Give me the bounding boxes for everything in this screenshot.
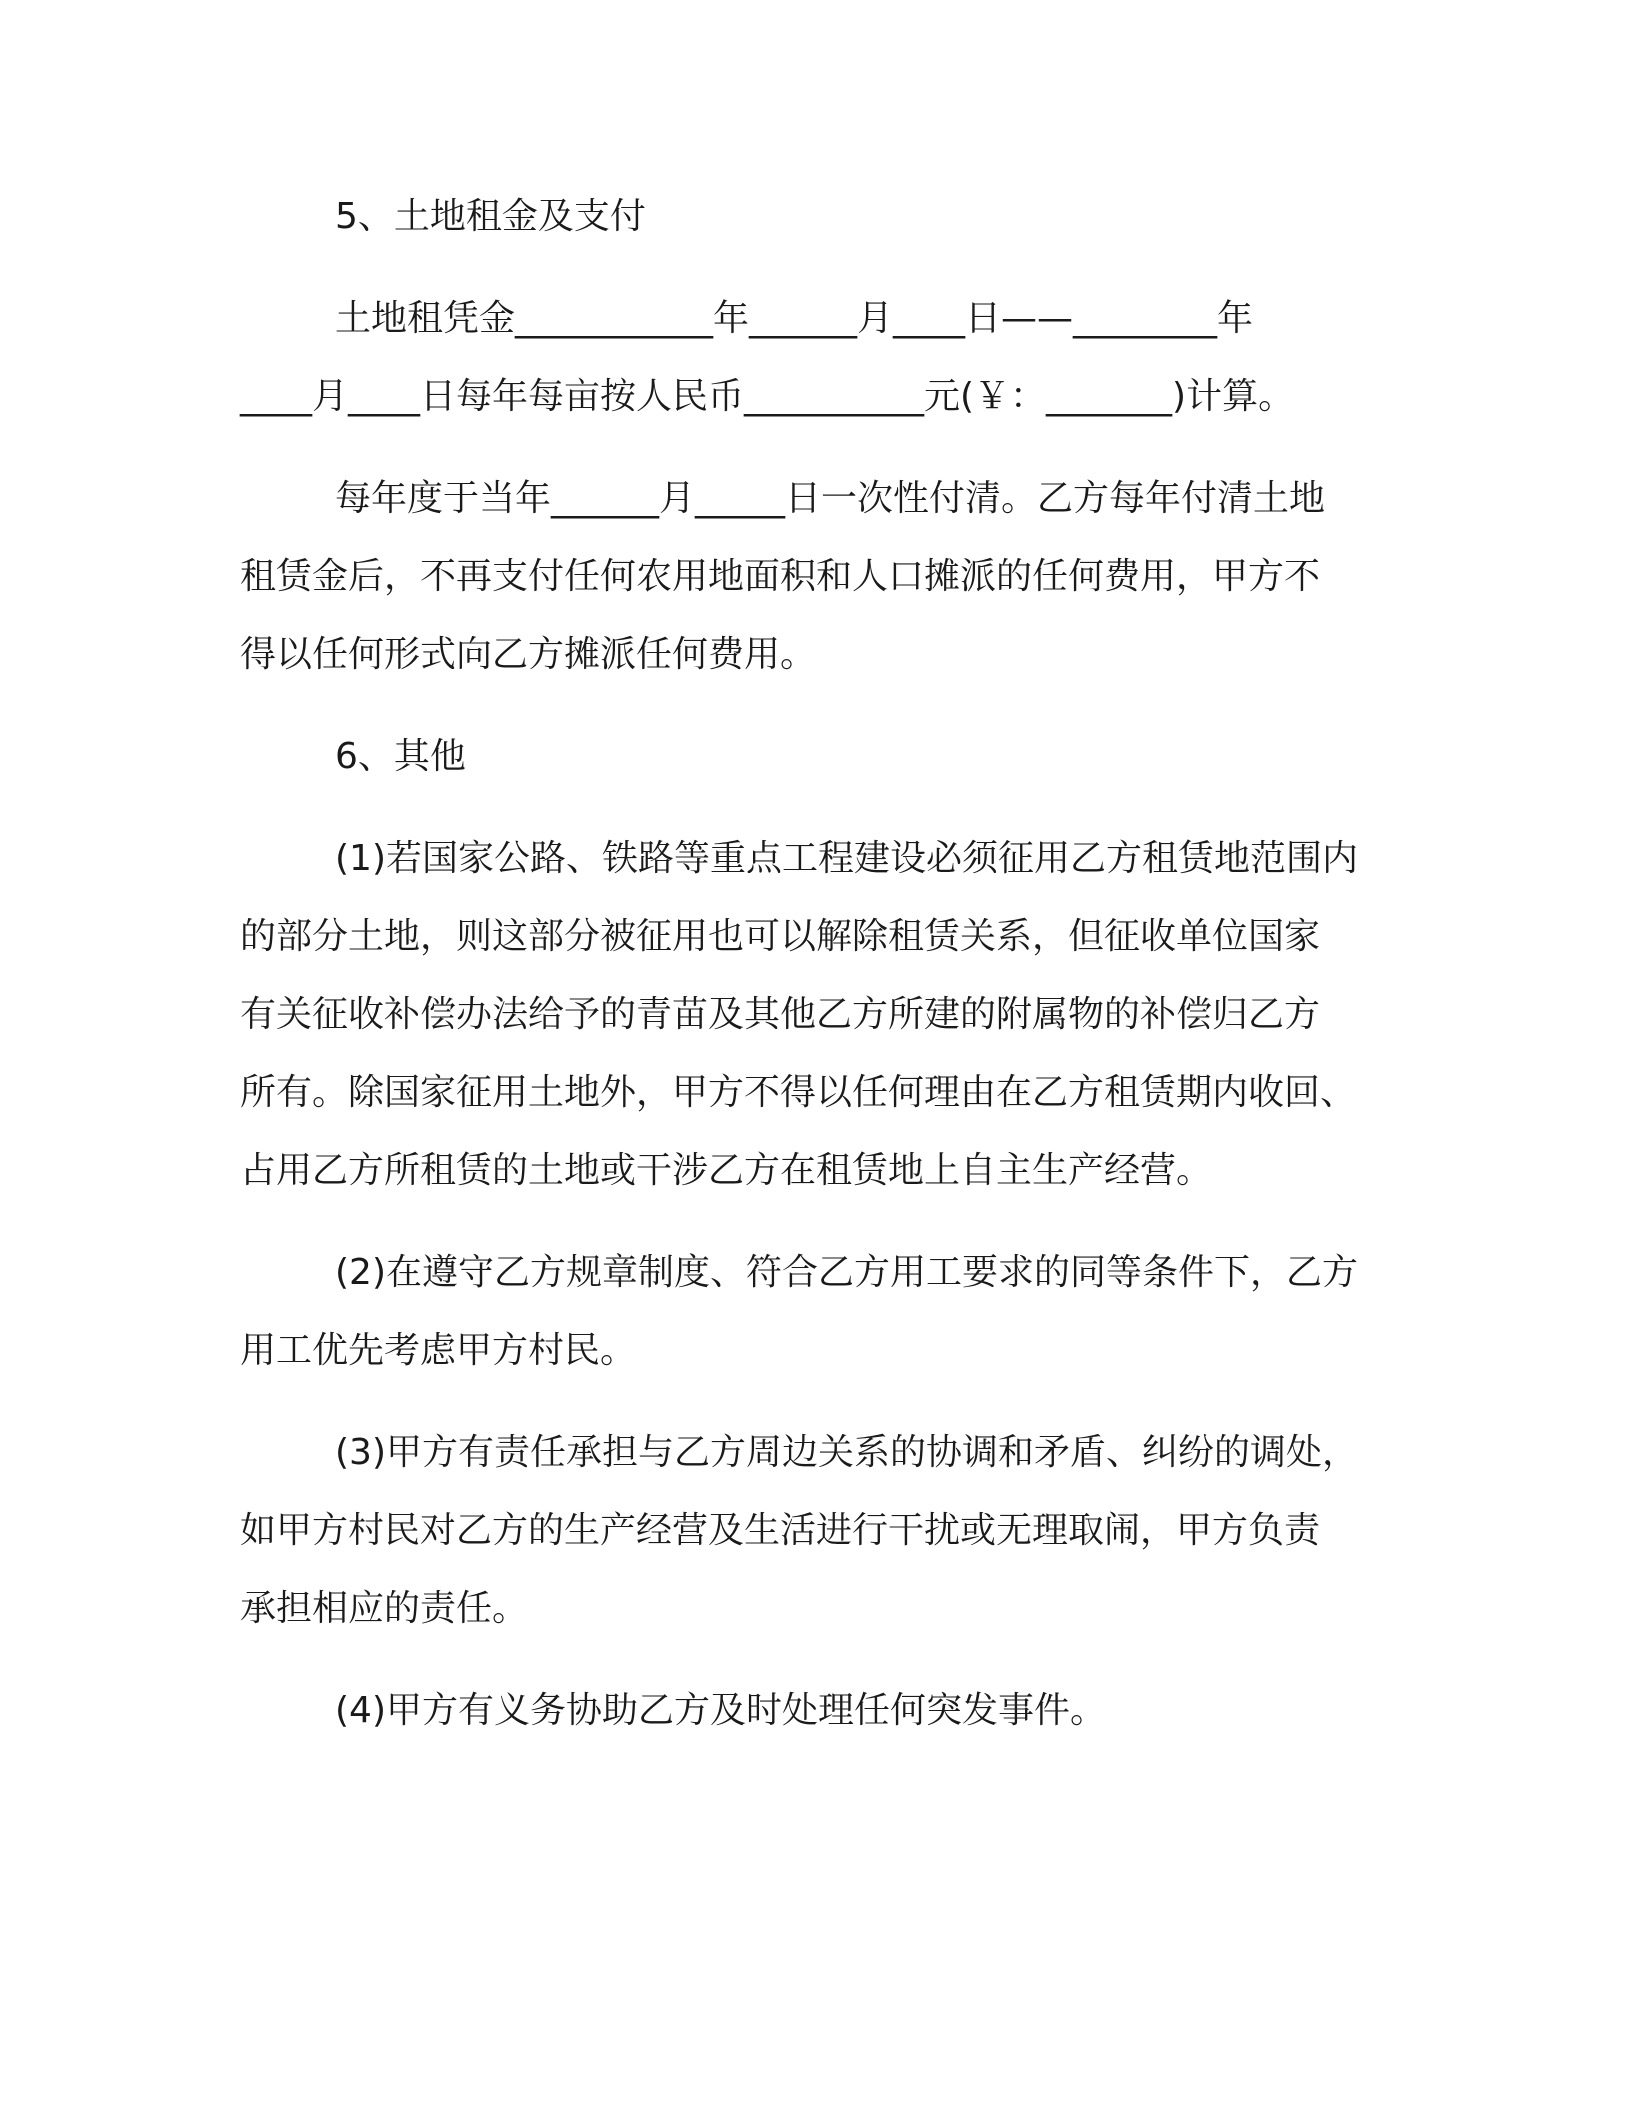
- payment-paragraph-line-1: 每年度于当年______月_____日一次性付清。乙方每年付清土地: [335, 478, 1326, 519]
- item-2-line-1: (2)在遵守乙方规章制度、符合乙方用工要求的同等条件下，乙方: [335, 1252, 1358, 1293]
- item-3-line-2: 如甲方村民对乙方的生产经营及生活进行干扰或无理取闹，甲方负责: [240, 1510, 1321, 1551]
- item-1-line-1: (1)若国家公路、铁路等重点工程建设必须征用乙方租赁地范围内: [335, 838, 1358, 879]
- item-1-line-5: 占用乙方所租赁的土地或干涉乙方在租赁地上自主生产经营。: [240, 1150, 1213, 1191]
- item-1-line-2: 的部分土地，则这部分被征用也可以解除租赁关系，但征收单位国家: [240, 916, 1321, 957]
- payment-paragraph-line-3: 得以任何形式向乙方摊派任何费用。: [240, 634, 817, 675]
- item-3-line-3: 承担相应的责任。: [240, 1588, 529, 1629]
- section-6-heading: 6、其他: [335, 736, 466, 777]
- item-4-line-1: (4)甲方有义务协助乙方及时处理任何突发事件。: [335, 1690, 1106, 1731]
- item-2-line-2: 用工优先考虑甲方村民。: [240, 1330, 637, 1371]
- payment-paragraph-line-2: 租赁金后，不再支付任何农用地面积和人口摊派的任何费用，甲方不: [240, 556, 1321, 597]
- rent-paragraph-line-1: 土地租凭金___________年______月____日——________年: [335, 298, 1254, 339]
- section-5-heading: 5、土地租金及支付: [335, 196, 646, 237]
- rent-paragraph-line-2: ____月____日每年每亩按人民币__________元(￥：_______)计算。: [240, 376, 1295, 417]
- item-1-line-3: 有关征收补偿办法给予的青苗及其他乙方所建的附属物的补偿归乙方: [240, 994, 1321, 1035]
- item-3-line-1: (3)甲方有责任承担与乙方周边关系的协调和矛盾、纠纷的调处，: [335, 1432, 1358, 1473]
- item-1-line-4: 所有。除国家征用土地外，甲方不得以任何理由在乙方租赁期内收回、: [240, 1072, 1357, 1113]
